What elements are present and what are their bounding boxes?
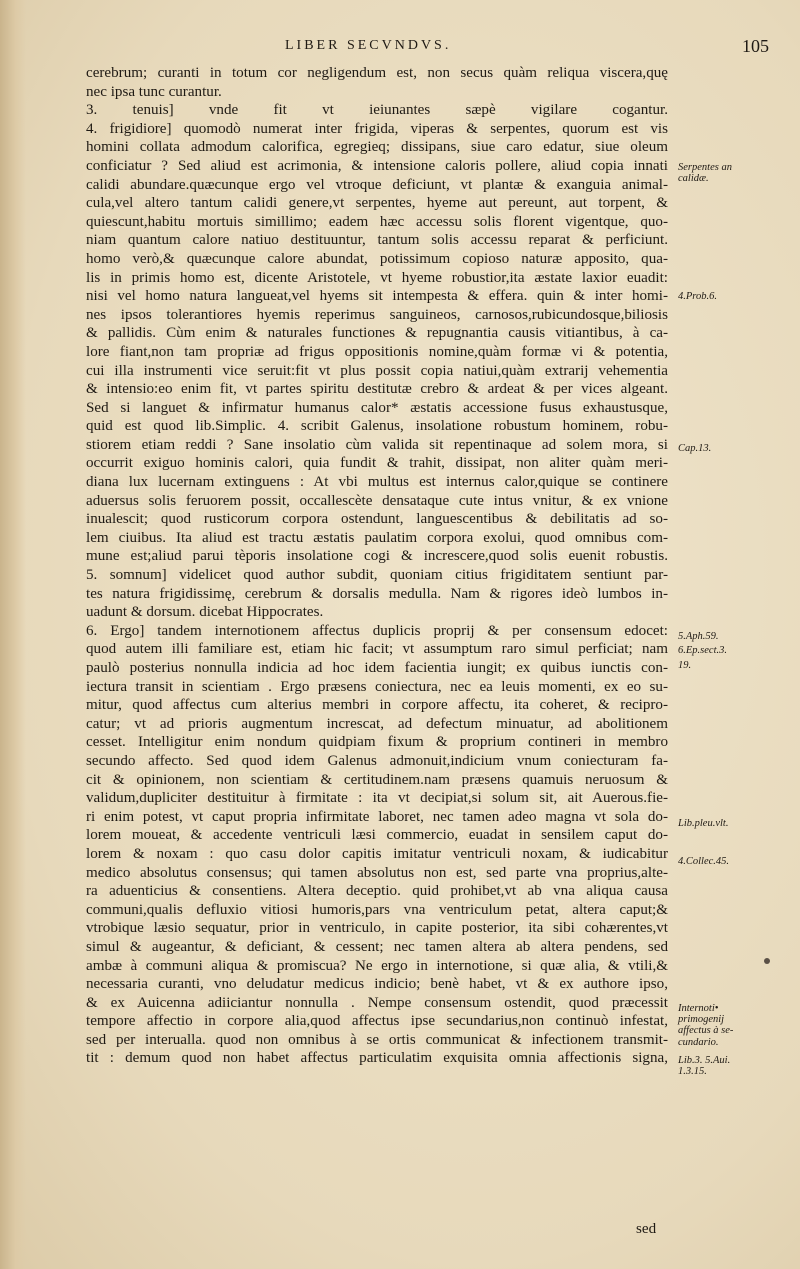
text-line: lorem & noxam : quo casu dolor capitis imitatur ventriculi noxam, & iudicabitur [86, 845, 668, 862]
margin-note: primogenij [678, 1014, 725, 1025]
text-line: sed per interualla. quod non omnibus à se ortis communicat & infectionem transmit- [86, 1031, 668, 1048]
text-line: tes natura frigidissimę, cerebrum & dorsalis medulla. Nam & rigores ideò lumbos in- [86, 585, 668, 602]
text-line: quiescunt,habitu mortuis simillimo; eadem hæc accessu solis florent vigentque, quo- [86, 213, 668, 230]
text-line: ri enim potest, vt caput propria infirmitate laboret, nec tamen adeo magna vt sola do- [86, 808, 668, 825]
margin-notes [672, 0, 796, 1269]
margin-note: Lib.pleu.vlt. [678, 818, 729, 829]
margin-note: 19. [678, 660, 692, 671]
margin-note: Internoti• [678, 1003, 719, 1014]
text-line: mitur, quod affectus cum alterius membri in corpore affectu, ita coheret, & recipro- [86, 697, 668, 714]
margin-note: 4.Collec.45. [678, 856, 730, 867]
main-text-block [86, 64, 668, 1068]
text-line: & ex Auicenna adiiciantur nonnulla . Nempe consensum ostendit, quod præcessit [86, 994, 668, 1011]
text-line: cui illa instrumenti vice seruit:fit vt plus possit copia natiui,quàm extrarij vehementia [86, 362, 668, 379]
text-line: stiorem etiam reddi ? Sane insolatio cùm valida sit repentinaque ad solem mora, si [86, 436, 668, 453]
text-line: quid est quod lib.Simplic. 4. scribit Galenus, insolatione robustum hominem, robu- [86, 418, 668, 435]
text-line: cit & opinionem, non scientiam & certitudinem.nam præsens quamuis neruosum & [86, 771, 668, 788]
ink-spot [764, 958, 770, 964]
text-line: validum,dupliciter destituitur à firmitate : ita vt decipiat,si solum sit, ait Auerous.fie- [86, 790, 668, 807]
margin-note: 1.3.15. [678, 1066, 707, 1077]
text-line: vtrobique læsio sequatur, prior in ventriculo, in capite posterior, ita sibi cohærentes,vt [86, 920, 668, 937]
margin-note: 4.Prob.6. [678, 291, 717, 302]
margin-note: 6.Ep.sect.3. [678, 645, 727, 656]
text-line: 4. frigidiore] quomodò numerat inter frigida, viperas & serpentes, quorum est vis [86, 120, 668, 137]
margin-note: 5.Aph.59. [678, 631, 719, 642]
page-gutter-shadow [0, 0, 26, 1269]
text-line: lorem moueat, & accedente ventriculi læsi commercio, euadat in sensilem caput do- [86, 827, 668, 844]
text-line: & intensio:eo enim fit, vt partes spiritu destitutæ crebro & ardeat & per vices algeant. [86, 381, 668, 398]
text-line: homini collata admodum calorifica, egregieq; dissipans, siue caro edatur, siue oleum [86, 139, 668, 156]
margin-note: calidæ. [678, 173, 709, 184]
text-line: catur; vt ad prioris augmentum increscat, ad defectum minuatur, ad abolitionem [86, 715, 668, 732]
margin-note: affectus à se- [678, 1025, 734, 1036]
text-line: nec ipsa tunc curantur. [86, 83, 222, 100]
text-line: nisi vel homo natura langueat,vel hyems sit intempesta & effera. quin & inter homi- [86, 288, 668, 305]
text-line: ambæ à communi aliqua & promiscua? Ne ergo in internotione, si quæ alia, & vtili,& [86, 957, 668, 974]
text-line: medico absolutus consensus; qui tamen absolutus non est, sed parte vna proprius,alte- [86, 864, 668, 881]
running-title: LIBER SECVNDVS. [285, 38, 452, 53]
text-line: calidi abundare.quæcunque ergo vel vtroque deficiunt, vt plantæ & exanguia animal- [86, 176, 668, 193]
text-line: occurrit exiguo hominis calori, quia fundit & trahit, dissipat, non aliter quàm meri- [86, 455, 668, 472]
text-line: paulò posterius nonnulla indicia ad hoc idem facientia iungit; ex quibus iunctis con- [86, 660, 668, 676]
text-line: tit : demum quod non habet affectus particulatim exquisita omnia affectionis signa, [86, 1050, 668, 1067]
text-line: & pallidis. Cùm enim & naturales functiones & repugnantia causis vitiantibus, à ca- [86, 325, 668, 342]
margin-note: cundario. [678, 1037, 719, 1048]
text-line: quod autem illi familiare est, etiam hic facit; vt assumptum raro simul perficiat; nam [86, 641, 668, 658]
text-line: 6. Ergo] tandem internotionem affectus duplicis proprij & per consensum edocet: [86, 622, 668, 639]
text-line: cula,vel altero tantum calidi genere,vt serpentes, hyeme aut pereunt, aut torpent, & [86, 195, 668, 212]
text-line: inualescit; quod rusticorum corpora ostendunt, languescentibus & debilitatis ad so- [86, 511, 668, 528]
margin-note: Cap.13. [678, 443, 712, 454]
text-line: necessaria curanti, vno deludatur medicus indicio; benè habet, vt & ex authore ipso, [86, 976, 668, 993]
text-line: mune est;aliud parui tèporis insolatione cogi & increscere,quod solis euenit robustis. [86, 548, 668, 565]
text-line: lem ciuibus. Ita aliud est tractu æstatis paulatim corpora exolui, quod omnibus com- [86, 529, 668, 546]
text-line: nes ipsos tolerantiores hyemis reperimus sanguineos, carnosos,rubicundosque,biliosis [86, 306, 668, 323]
text-line: 3. tenuis] vnde fit vt ieiunantes sæpè vigilare cogantur. [86, 102, 668, 119]
text-line: homo verò,& quæcunque calore abundat, potissimum copioso naturæ apposito, qua- [86, 250, 668, 267]
text-line: ra aduenticius & consentiens. Altera deceptio. quid prohibet,vt ab vna aliqua causa [86, 883, 668, 900]
text-line: conficiatur ? Sed aliud est acrimonia, & intensione caloris pollere, aliud copia innati [86, 157, 668, 174]
page-number: 105 [742, 36, 769, 56]
margin-note: Serpentes an [678, 162, 732, 173]
text-line: cerebrum; curanti in totum cor negligendum est, non secus quàm reliqua viscera,quę [86, 65, 668, 81]
text-line: simul & augeantur, & deficiant, & cessent; nec tamen altera ab altera pendens, sed [86, 938, 668, 955]
text-line: 5. somnum] videlicet quod author subdit, quoniam citius frigiditatem sentiunt par- [86, 567, 668, 584]
text-line: uadunt & dorsum. dicebat Hippocrates. [86, 604, 324, 621]
text-line: cesset. Intelligitur enim nondum quidpiam fixum & proprium contineri in membro [86, 734, 668, 751]
text-line: lis in primis homo est, dicente Aristotele, vt hyeme robustior,ita æstate laxior euadit: [86, 269, 668, 286]
text-line: lore fiant,non tam propriæ ad frigus oppositionis nomine,quàm formæ vi & potentia, [86, 343, 668, 360]
text-line: iectura transit in scientiam . Ergo præsens coniectura, nec ea leuis momenti, ex eo su- [86, 678, 668, 695]
text-line: aduersus solis feruorem possit, occallescète densataque cute intus vnitur, & ex vnione [86, 492, 668, 509]
catchword: sed [636, 1221, 657, 1237]
text-line: communi,qualis defluxio vitiosi humoris,pars vna ventriculum petat, altera caput;& [86, 901, 668, 918]
text-line: diana lux lucernam extinguens : At vbi multus est internus calor,quique se continere [86, 474, 668, 491]
margin-note: Lib.3. 5.Aui. [678, 1055, 731, 1066]
text-line: niam quantum calore natiuo destituuntur, tantum solis accessu reparat & perficiunt. [86, 232, 668, 249]
text-line: tempore affectio in corpore alia,quod affectus ipse secundarius,non continuò infestat, [86, 1013, 668, 1030]
text-line: Sed si languet & infirmatur humanus calor* æstatis accessione fusus exhaustusque, [86, 399, 668, 416]
text-line: secundo affecto. Sed quod idem Galenus admonuit,indicium vnum coniecturam fa- [86, 752, 668, 769]
